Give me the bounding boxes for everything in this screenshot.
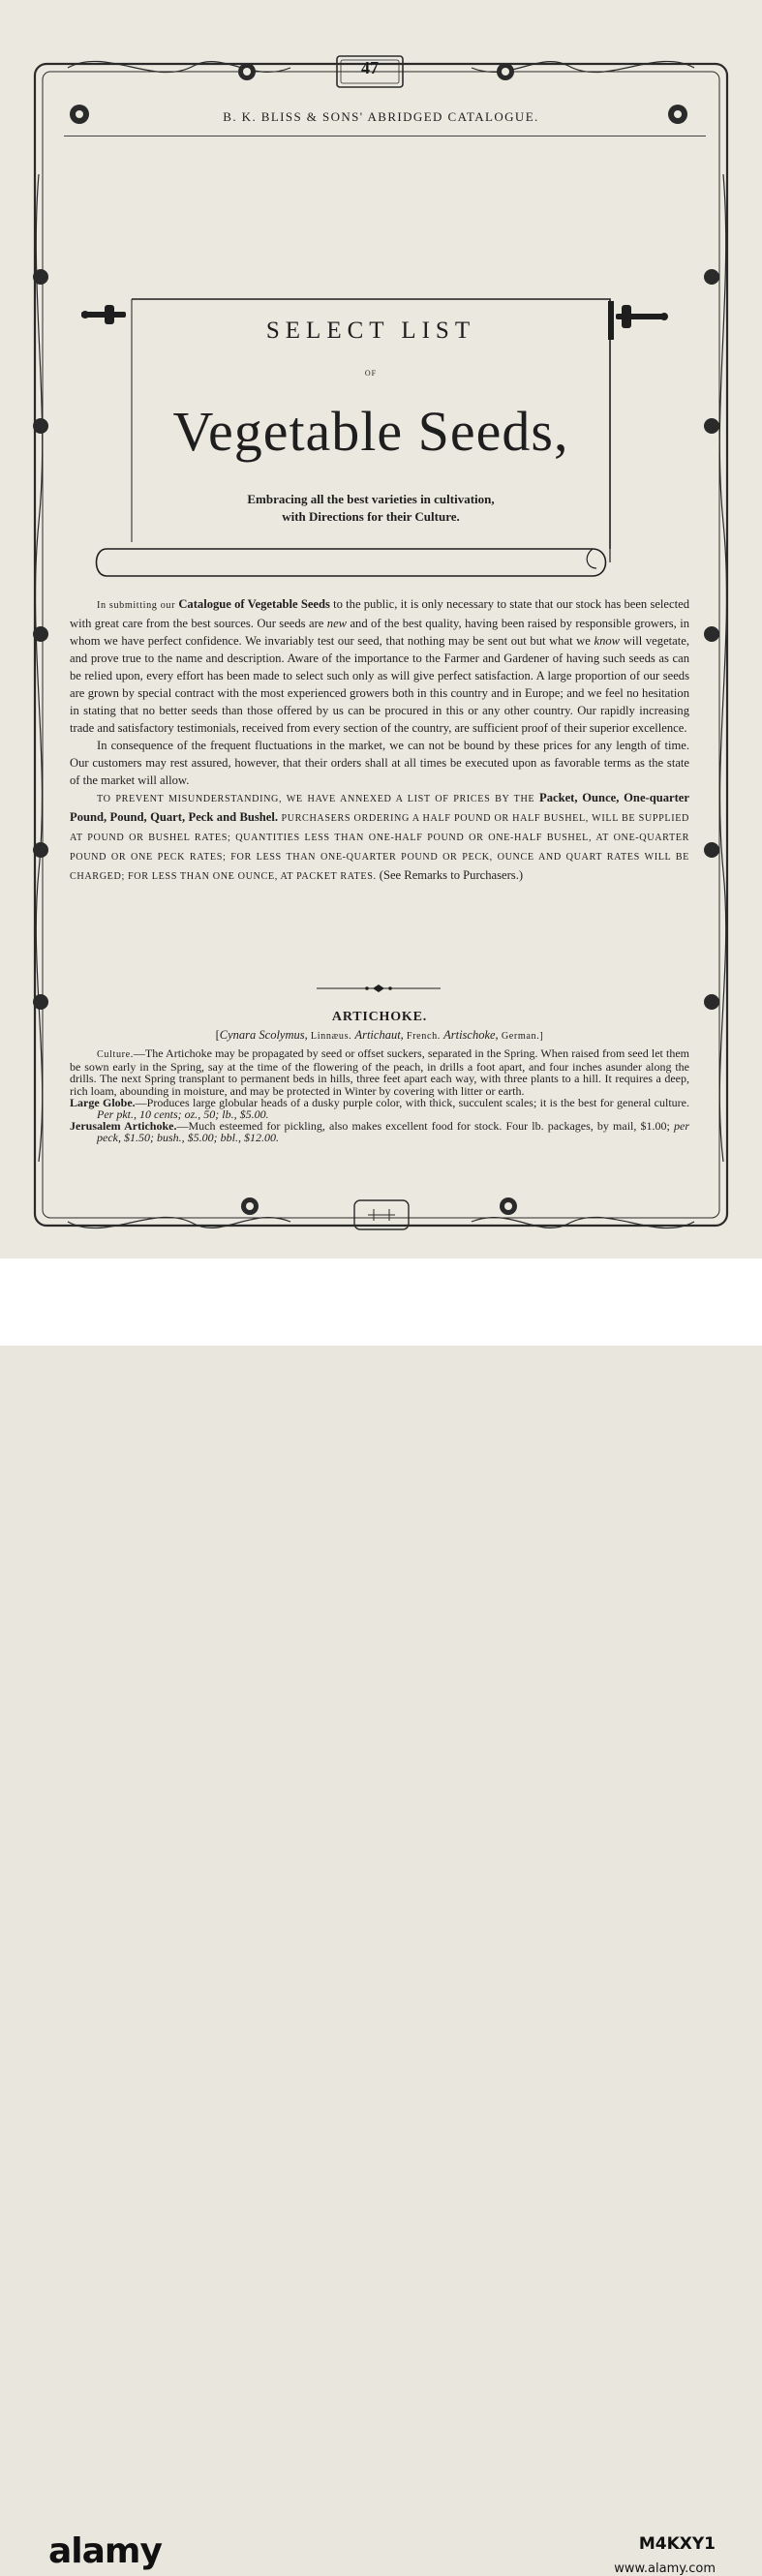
culture-label: Culture. <box>97 1049 134 1060</box>
artichoke-names <box>70 1027 689 1045</box>
intro-paragraph-2: In consequence of the frequent fluctuations in the market, we can not be bound by these prices for any length of time. Our customers may rest assured, however, that their orders shall at all times be executed upon as favorable terms as the state of the market will allow. <box>70 739 689 787</box>
p1-lead: In submitting our <box>97 600 176 611</box>
p1-new: new <box>326 617 348 630</box>
latin-bracket: [ <box>215 1028 220 1042</box>
p3-bold: Packet, Ounce, One-quarter Pound, Pound, Quart, Peck and Bushel. <box>70 791 689 824</box>
subtitle-line-2: with Directions for their Culture. <box>282 509 460 524</box>
site-url: www.alamy.com <box>614 2561 716 2576</box>
globe-prices: Per pkt., 10 cents; oz., 50; lb., $5.00. <box>97 1107 269 1122</box>
artichoke-heading: ARTICHOKE. <box>331 1010 428 1024</box>
artichoke-jerusalem <box>70 1120 689 1143</box>
stock-footer <box>0 1258 762 2576</box>
p1-text-c: will vegetate, and prove true to the name and description. Aware of the importance to the Farmer and Gardener of having such seeds as can be relied upon, every effort has been made to select such only as will give perfect satisfaction. A large proportion of our seeds are grown by special contract with the most experienced growers both in this country and in Europe; and we feel no hesitation in stating that no better seeds than those offered by us can be procured in this or any other country. Our rapidly increasing trade and satisfactory testimonials, received from every section of the country, are sufficient proof of their superior excellence. <box>70 634 689 735</box>
p1-bold: Catalogue of Vegetable Seeds <box>178 597 330 611</box>
title-subtitle <box>132 491 610 526</box>
image-id: M4KXY1 <box>638 2534 716 2554</box>
p3-smallcaps-2: PURCHASERS ORDERING A HALF POUND OR HALF BUSHEL, WILL BE SUPPLIED AT POUND OR BUSHEL RATES; QUANTITIES LESS THAN ONE-HALF POUND OR ONE-HALF BUSHEL, AT ONE-QUARTER POUND OR ONE PECK RATES; FOR LESS THAN ONE-QUARTER POUND OR PECK, OUNCE AND QUART RATES WILL BE CHARGED; FOR LESS THAN ONE OUNCE, AT PACKET RATES. <box>70 813 689 882</box>
globe-text: —Produces large globular heads of a dusky purple color, with thick, succulent scales; it is the best for general culture. <box>135 1095 689 1109</box>
artichoke-section <box>70 1008 689 1144</box>
jerusalem-name: Jerusalem Artichoke. <box>70 1119 177 1134</box>
jerusalem-text: —Much esteemed for pickling, also makes excellent food for stock. Four lb. packages, by mail, $1.00; <box>176 1119 670 1134</box>
p1-text-a: to the public, it is only necessary to state that our stock has been selected with great care from the best sources. Our seeds are <box>70 597 689 630</box>
globe-name: Large Globe. <box>70 1095 136 1109</box>
culture-text: —The Artichoke may be propagated by seed or offset suckers, separated in the Spring. When raised from seed let them be sown early in the Spring, say at the time of the flowering of the peach, in drills a foot apart, and four inches asunder along the drills. The next Spring transplant to permanent beds in hills, three feet apart each way, with three plants to a hill. It requires a deep, rich loam, abounding in moisture, and may be protected in Winter by covering with litter or earth. <box>70 1046 689 1098</box>
french-name: Artichaut, <box>354 1028 404 1042</box>
p3-end: (See Remarks to Purchasers.) <box>379 868 524 882</box>
latin-authority: Linnæus. <box>310 1031 352 1042</box>
p1-know: know <box>594 634 621 648</box>
jerusalem-prices: per peck, $1.50; bush., $5.00; bbl., $12.00. <box>97 1119 690 1145</box>
section-divider <box>317 984 441 993</box>
title-select-list: SELECT LIST <box>265 318 476 344</box>
running-head: B. K. BLISS & SONS' ABRIDGED CATALOGUE. <box>223 109 539 124</box>
alamy-logo: alamy <box>48 2531 162 2571</box>
intro-text <box>70 595 689 886</box>
title-of: OF <box>364 369 378 378</box>
latin-name: Cynara Scolymus, <box>219 1028 308 1042</box>
german-name: Artischoke, <box>443 1028 499 1042</box>
french-label: French. <box>406 1031 441 1042</box>
german-label: German.] <box>501 1031 544 1042</box>
artichoke-culture <box>70 1047 689 1097</box>
intro-paragraph-1 <box>70 595 689 737</box>
catalogue-page <box>0 0 762 1258</box>
title-vegetable-seeds: Vegetable Seeds, <box>172 400 569 463</box>
page-number: 47 <box>361 58 379 77</box>
artichoke-large-globe <box>70 1097 689 1120</box>
intro-paragraph-3 <box>70 789 689 886</box>
p1-text-b: and of the best quality, having been raised by responsible growers, in whom we have perfect confidence. We invariably test our seed, that nothing may be sent out but what we <box>70 617 690 648</box>
subtitle-line-1: Embracing all the best varieties in cultivation, <box>247 492 495 506</box>
p3-smallcaps-1: TO PREVENT MISUNDERSTANDING, WE HAVE ANNEXED A LIST OF PRICES BY THE <box>97 794 535 804</box>
